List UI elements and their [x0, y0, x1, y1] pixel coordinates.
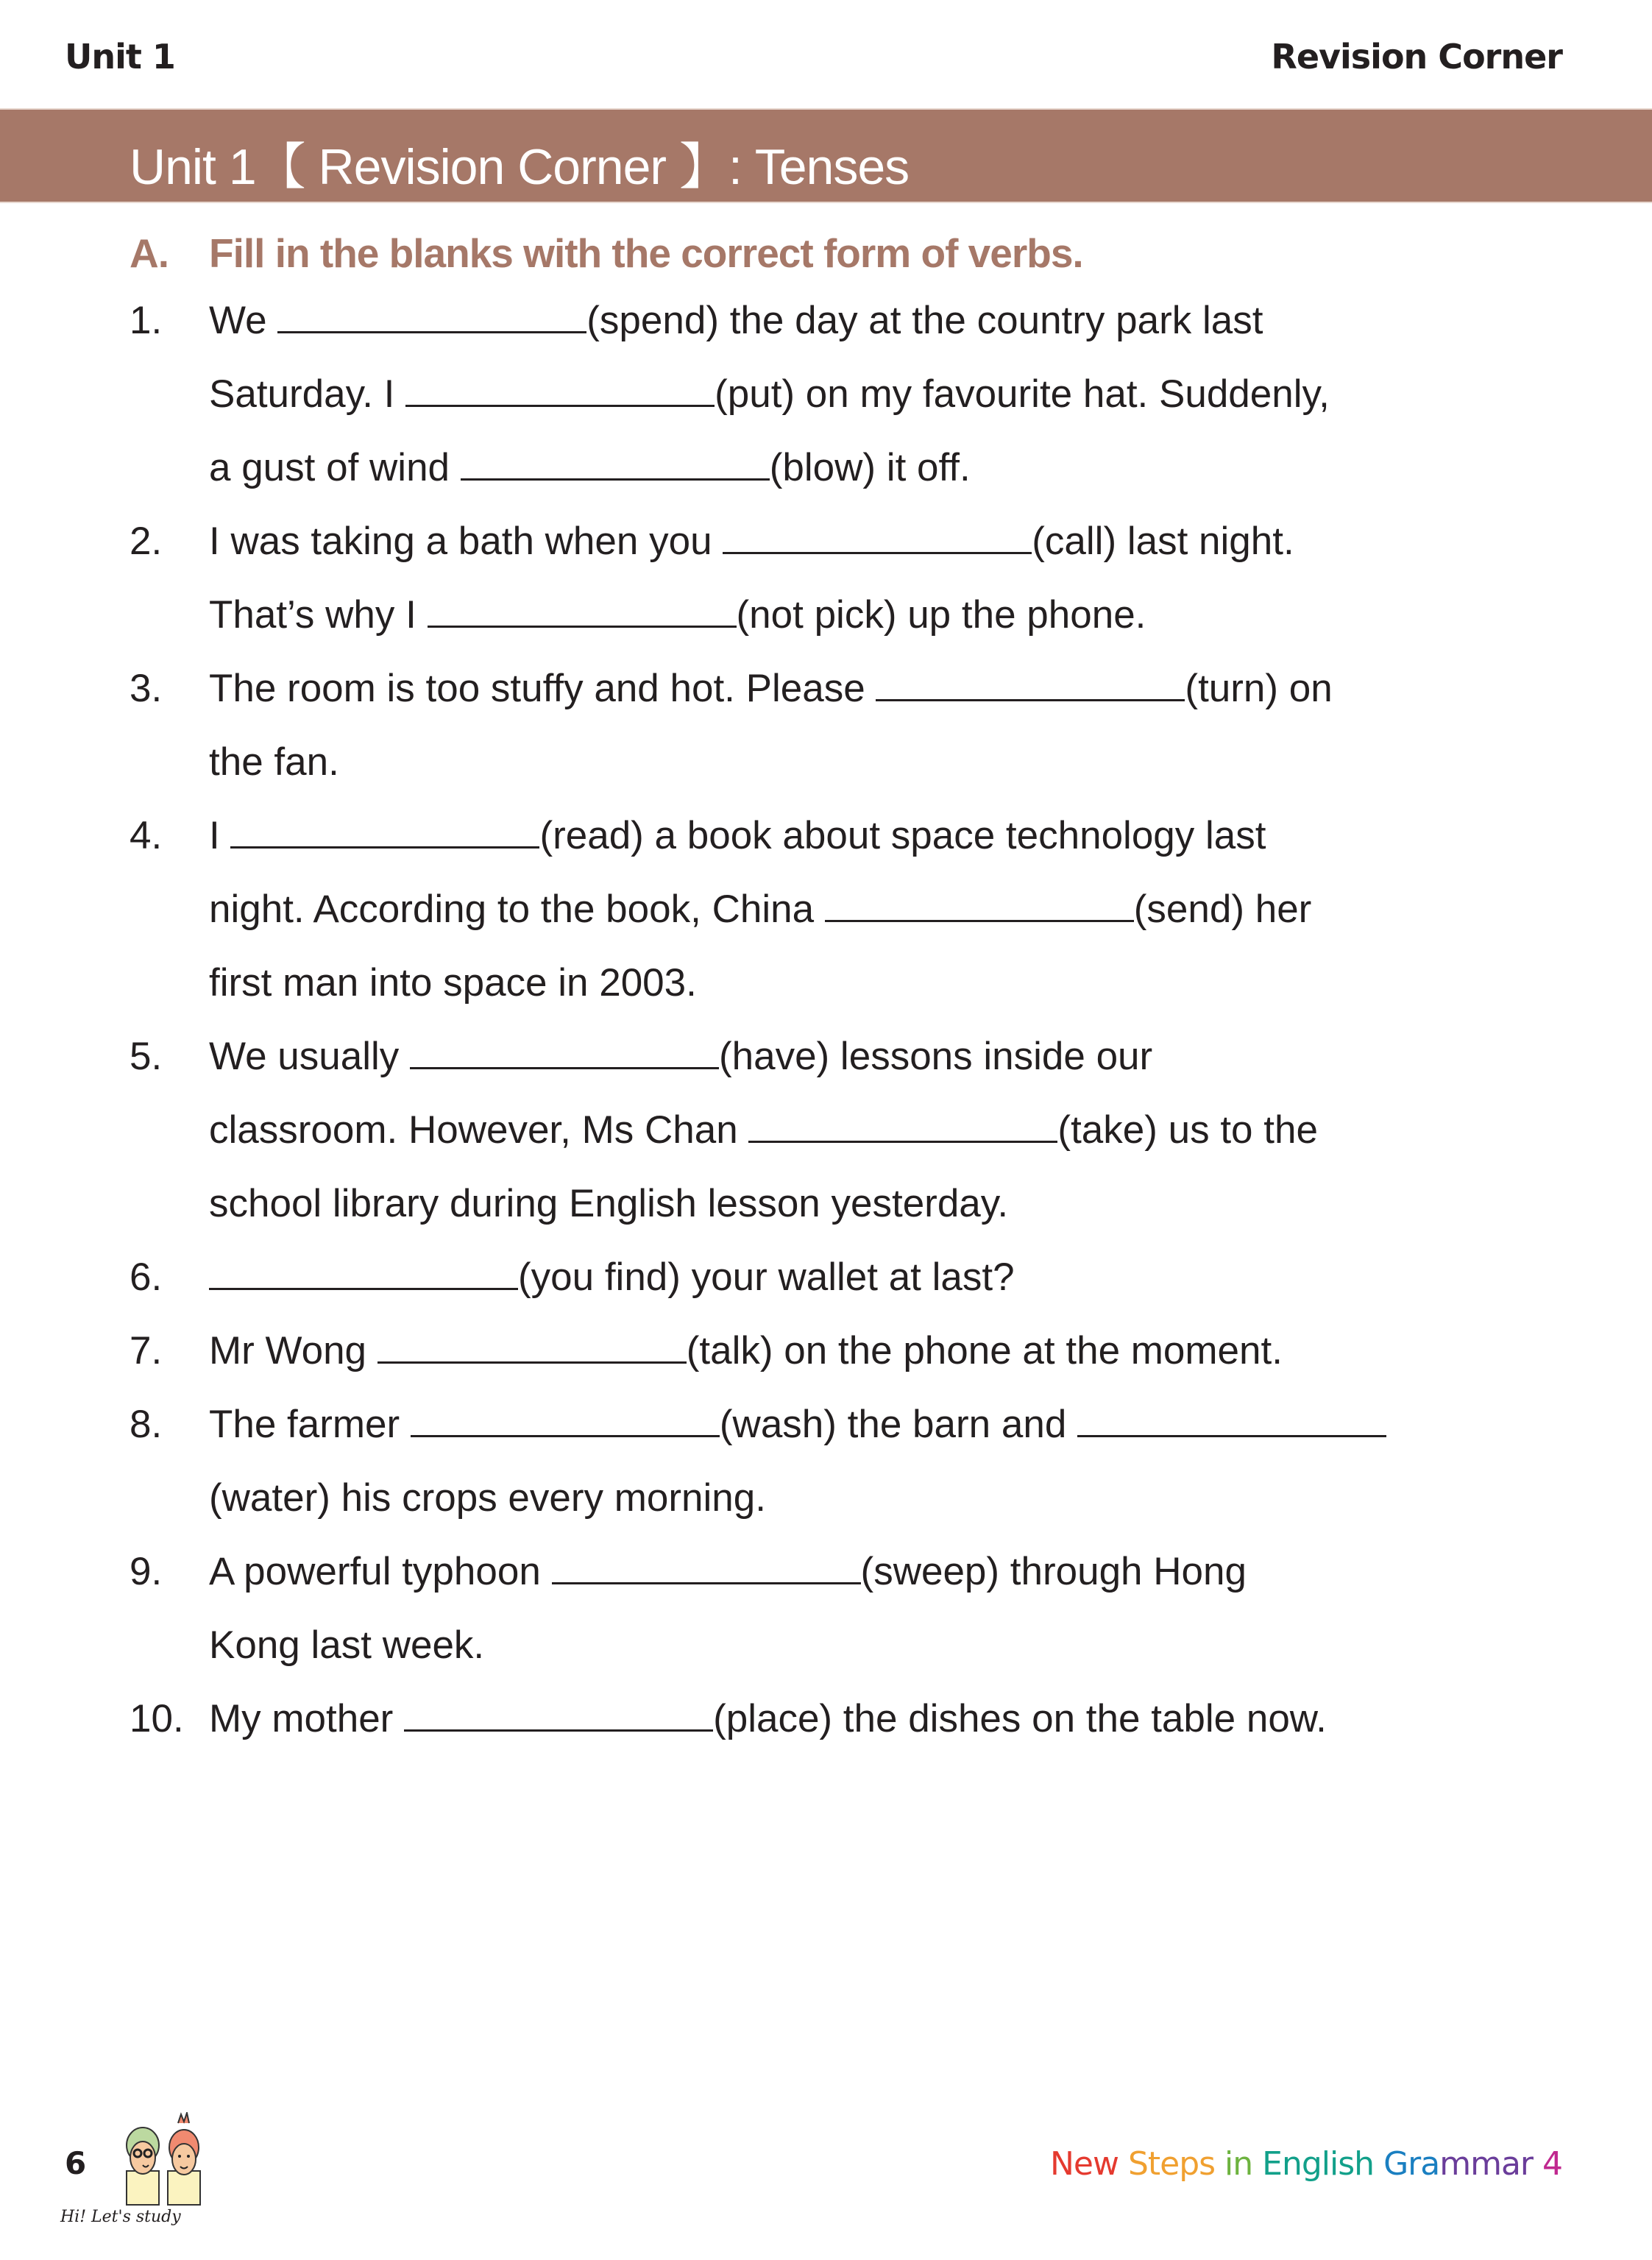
answer-blank[interactable] [461, 464, 770, 481]
question-number: 7. [130, 1329, 163, 1372]
text-segment: We [209, 299, 278, 342]
question-text [209, 873, 1311, 946]
question-text [209, 1094, 1318, 1167]
text-segment: the fan. [209, 740, 339, 784]
exercise-line [0, 505, 1652, 578]
question-text [209, 1020, 1152, 1094]
answer-blank[interactable] [405, 390, 715, 407]
exercise-line [0, 358, 1652, 431]
answer-blank[interactable] [428, 611, 737, 628]
question-text [209, 652, 1333, 726]
book-title-word: 4 [1542, 2145, 1562, 2183]
exercise-line [0, 946, 1652, 1020]
mascot-caption: Hi! Let's study [60, 2208, 181, 2226]
question-number: 4. [130, 814, 163, 857]
exercise-line [0, 1020, 1652, 1094]
answer-blank[interactable] [876, 684, 1185, 701]
question-number: 10. [130, 1697, 184, 1740]
exercise-line [0, 726, 1652, 799]
book-title-word: in [1224, 2145, 1253, 2183]
answer-blank[interactable] [410, 1052, 719, 1069]
exercise-line [0, 652, 1652, 726]
question-text [209, 1609, 484, 1682]
answer-blank[interactable] [230, 832, 539, 849]
question-number: 5. [130, 1035, 163, 1078]
text-segment: night. According to the book, China [209, 888, 825, 931]
question-text [209, 505, 1294, 578]
instruction-text: Fill in the blanks with the correct form of verbs. [209, 230, 1083, 276]
book-title [1050, 2145, 1562, 2183]
running-header-section: Revision Corner [1271, 37, 1562, 77]
text-segment: (read) a book about space technology last [539, 814, 1266, 857]
text-segment: (spend) the day at the country park last [586, 299, 1263, 342]
exercise-line [0, 1388, 1652, 1462]
running-header-unit: Unit 1 [65, 37, 175, 77]
exercise-line [0, 873, 1652, 946]
book-title-word: English [1262, 2145, 1375, 2183]
question-number: 8. [130, 1403, 163, 1446]
book-title-word: Steps [1127, 2145, 1216, 2183]
exercise-line [0, 284, 1652, 358]
question-text [209, 578, 1146, 652]
text-segment: school library during English lesson yesterday. [209, 1182, 1009, 1225]
text-segment: (water) his crops every morning. [209, 1476, 766, 1520]
question-text [209, 946, 697, 1020]
question-number: 3. [130, 667, 163, 710]
text-segment: (take) us to the [1057, 1108, 1318, 1152]
text-segment: (send) her [1133, 888, 1312, 931]
exercise-line [0, 1609, 1652, 1682]
text-segment: (wash) the barn and [719, 1403, 1078, 1446]
question-text [209, 1388, 1386, 1462]
exercise-line [0, 431, 1652, 505]
question-text [209, 431, 971, 505]
text-segment: (have) lessons inside our [718, 1035, 1153, 1078]
text-segment: (turn) on [1185, 667, 1333, 710]
answer-blank[interactable] [723, 537, 1032, 554]
answer-blank[interactable] [1077, 1420, 1386, 1437]
text-segment: (sweep) through Hong [860, 1550, 1247, 1593]
text-segment: The farmer [209, 1403, 411, 1446]
text-segment: Saturday. I [209, 372, 406, 416]
book-title-word: mmar [1439, 2145, 1533, 2183]
book-title-word [1533, 2145, 1542, 2183]
question-number: 1. [130, 299, 163, 342]
answer-blank[interactable] [411, 1420, 720, 1437]
text-segment: Kong last week. [209, 1623, 485, 1667]
exercise-line [0, 1682, 1652, 1756]
text-segment: (you find) your wallet at last? [518, 1255, 1015, 1299]
exercise-line [0, 1167, 1652, 1241]
text-segment: (call) last night. [1032, 520, 1294, 563]
exercise-line [0, 578, 1652, 652]
question-text [209, 284, 1263, 358]
section-instruction [130, 230, 1083, 277]
question-text [209, 1682, 1327, 1756]
exercise-line [0, 1241, 1652, 1314]
answer-blank[interactable] [825, 905, 1134, 922]
section-label: A. [130, 230, 169, 276]
text-segment: I was taking a bath when you [209, 520, 723, 563]
question-text [209, 1535, 1247, 1609]
text-segment: (talk) on the phone at the moment. [686, 1329, 1283, 1372]
question-text [209, 1314, 1283, 1388]
book-title-word [1215, 2145, 1224, 2183]
title-bar [0, 108, 1652, 203]
book-title-word: New [1049, 2145, 1119, 2183]
page-title: Unit 1【 Revision Corner 】: Tenses [130, 139, 910, 195]
exercise-line [0, 799, 1652, 873]
text-segment: The room is too stuffy and hot. Please [209, 667, 876, 710]
text-segment: My mother [209, 1697, 405, 1740]
answer-blank[interactable] [209, 1273, 518, 1290]
book-title-word [1374, 2145, 1383, 2183]
book-title-word [1252, 2145, 1262, 2183]
question-text [209, 1241, 1015, 1314]
book-title-word [1119, 2145, 1128, 2183]
answer-blank[interactable] [748, 1126, 1057, 1143]
answer-blank[interactable] [552, 1568, 861, 1584]
page-number: 6 [65, 2145, 87, 2181]
text-segment: I [209, 814, 231, 857]
text-segment: We usually [209, 1035, 410, 1078]
text-segment: a gust of wind [209, 446, 461, 489]
exercise-list [0, 284, 1652, 1756]
text-segment: (put) on my favourite hat. Suddenly, [715, 372, 1330, 416]
question-text [209, 358, 1330, 431]
answer-blank[interactable] [277, 316, 586, 333]
text-segment: (place) the dishes on the table now. [713, 1697, 1327, 1740]
mascot-kids-icon [60, 2112, 222, 2222]
answer-blank[interactable] [377, 1347, 687, 1364]
question-text [209, 1462, 766, 1535]
text-segment: first man into space in 2003. [209, 961, 697, 1005]
text-segment: classroom. However, Ms Chan [209, 1108, 749, 1152]
question-text [209, 726, 339, 799]
question-number: 9. [130, 1550, 163, 1593]
text-segment: (not pick) up the phone. [736, 593, 1146, 637]
question-number: 2. [130, 520, 163, 563]
text-segment: A powerful typhoon [209, 1550, 552, 1593]
book-title-word: Gra [1383, 2145, 1440, 2183]
question-text [209, 799, 1266, 873]
question-number: 6. [130, 1255, 163, 1299]
question-text [209, 1167, 1008, 1241]
answer-blank[interactable] [404, 1715, 713, 1732]
exercise-line [0, 1535, 1652, 1609]
exercise-line [0, 1314, 1652, 1388]
exercise-line [0, 1462, 1652, 1535]
text-segment: (blow) it off. [769, 446, 971, 489]
text-segment: That’s why I [209, 593, 428, 637]
text-segment: Mr Wong [209, 1329, 377, 1372]
exercise-line [0, 1094, 1652, 1167]
